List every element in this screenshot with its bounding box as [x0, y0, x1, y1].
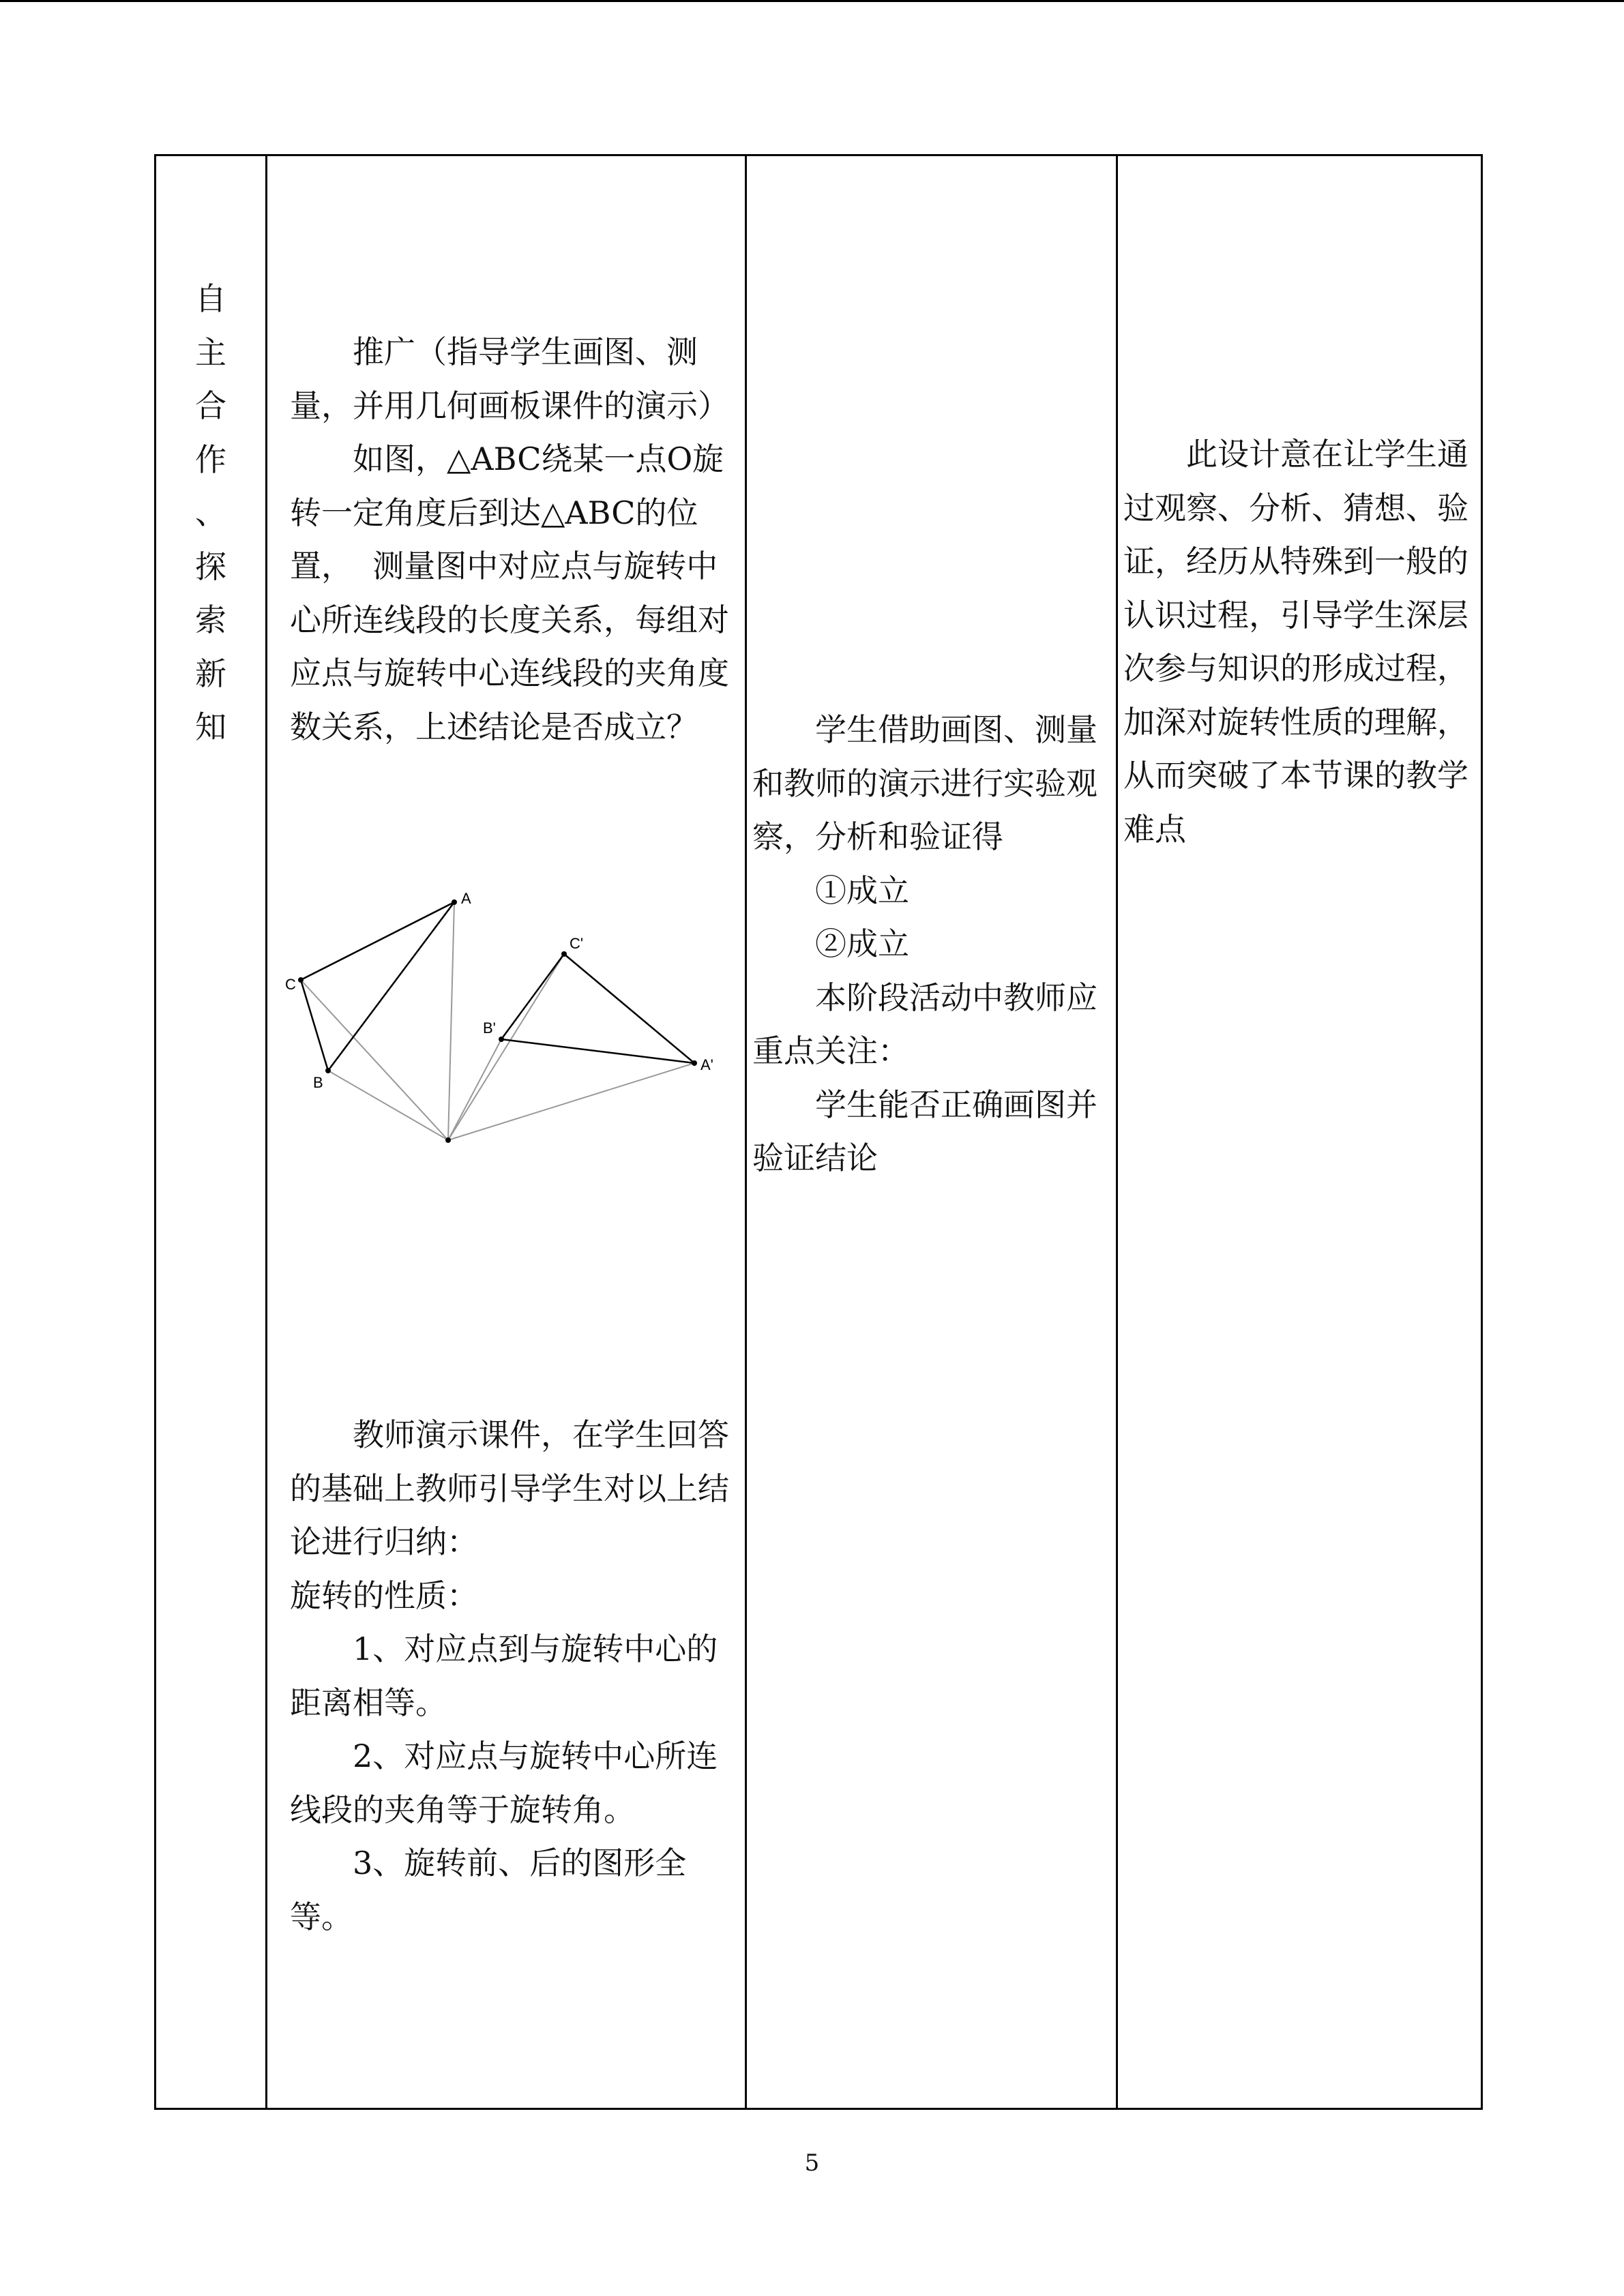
point-center [445, 1137, 451, 1143]
line-a-to-center [448, 902, 454, 1140]
label-c: C [285, 976, 296, 993]
page-number: 5 [804, 2149, 820, 2177]
paragraph: 学生借助画图、测量和教师的演示进行实验观察，分析和验证得 [752, 711, 1097, 855]
page-top-border [0, 0, 1624, 2]
point-c [298, 977, 304, 983]
paragraph: 推广（指导学生画图、测量，并用几何画板课件的演示） [290, 333, 729, 424]
paragraph: ①成立 [752, 871, 909, 909]
line-c2-to-center [448, 954, 564, 1140]
label-a2: A' [700, 1056, 713, 1073]
section-label: 自 主 合 作 、 探 索 新 知 [195, 280, 226, 745]
paragraph: 本阶段活动中教师应重点关注： [752, 979, 1097, 1069]
label-b: B [313, 1074, 323, 1091]
label-b2: B' [483, 1019, 496, 1037]
line-c-to-center [301, 980, 448, 1140]
paragraph: 旋转的性质： [290, 1577, 478, 1614]
segment-b2a2 [501, 1039, 694, 1063]
segment-cb [301, 980, 328, 1071]
label-c2: C' [570, 935, 584, 952]
point-b [325, 1068, 331, 1073]
lesson-table [154, 154, 1483, 2110]
design-intent-text [1123, 428, 1478, 856]
line-a2-to-center [448, 1063, 694, 1140]
point-a [452, 899, 457, 905]
label-a: A [461, 890, 471, 907]
segment-c2b2 [501, 954, 564, 1039]
point-b2 [499, 1037, 504, 1042]
design-intent-column [1118, 156, 1481, 2108]
segment-a2c2 [564, 954, 694, 1063]
rotation-properties [290, 1408, 733, 1943]
segment-ba [328, 902, 454, 1071]
paragraph: 如图，△ABC绕某一点O旋转一定角度后到达△ABC的位置， 测量图中对应点与旋转中心所连线段的长度关系，每组对应点与旋转中心连线段的夹角度数关系，上述结论是否成立？ [290, 441, 729, 745]
student-activity-text [752, 703, 1110, 1185]
section-column [156, 156, 265, 2108]
student-activity-column [747, 156, 1116, 2108]
teacher-activity-intro [290, 325, 733, 754]
line-b-to-center [328, 1071, 448, 1140]
rotation-figure [285, 879, 731, 1179]
segment-ac [301, 902, 454, 980]
teacher-activity-column [267, 156, 745, 2108]
property-item: 1、对应点到与旋转中心的距离相等。 [290, 1630, 718, 1721]
property-item: 2、对应点与旋转中心所连线段的夹角等于旋转角。 [290, 1738, 718, 1828]
line-b2-to-center [448, 1039, 501, 1140]
point-a2 [692, 1060, 697, 1066]
paragraph: ②成立 [752, 925, 909, 962]
paragraph: 此设计意在让学生通过观察、分析、猜想、验证，经历从特殊到一般的认识过程，引导学生深层次参与知识的形成过程，加深对旋转性质的理解，从而突破了本节课的教学难点 [1123, 436, 1468, 848]
point-c2 [561, 951, 567, 957]
paragraph: 教师演示课件，在学生回答的基础上教师引导学生对以上结论进行归纳： [290, 1416, 729, 1560]
property-item: 3、旋转前、后的图形全等。 [290, 1845, 687, 1935]
paragraph: 学生能否正确画图并验证结论 [752, 1086, 1097, 1176]
